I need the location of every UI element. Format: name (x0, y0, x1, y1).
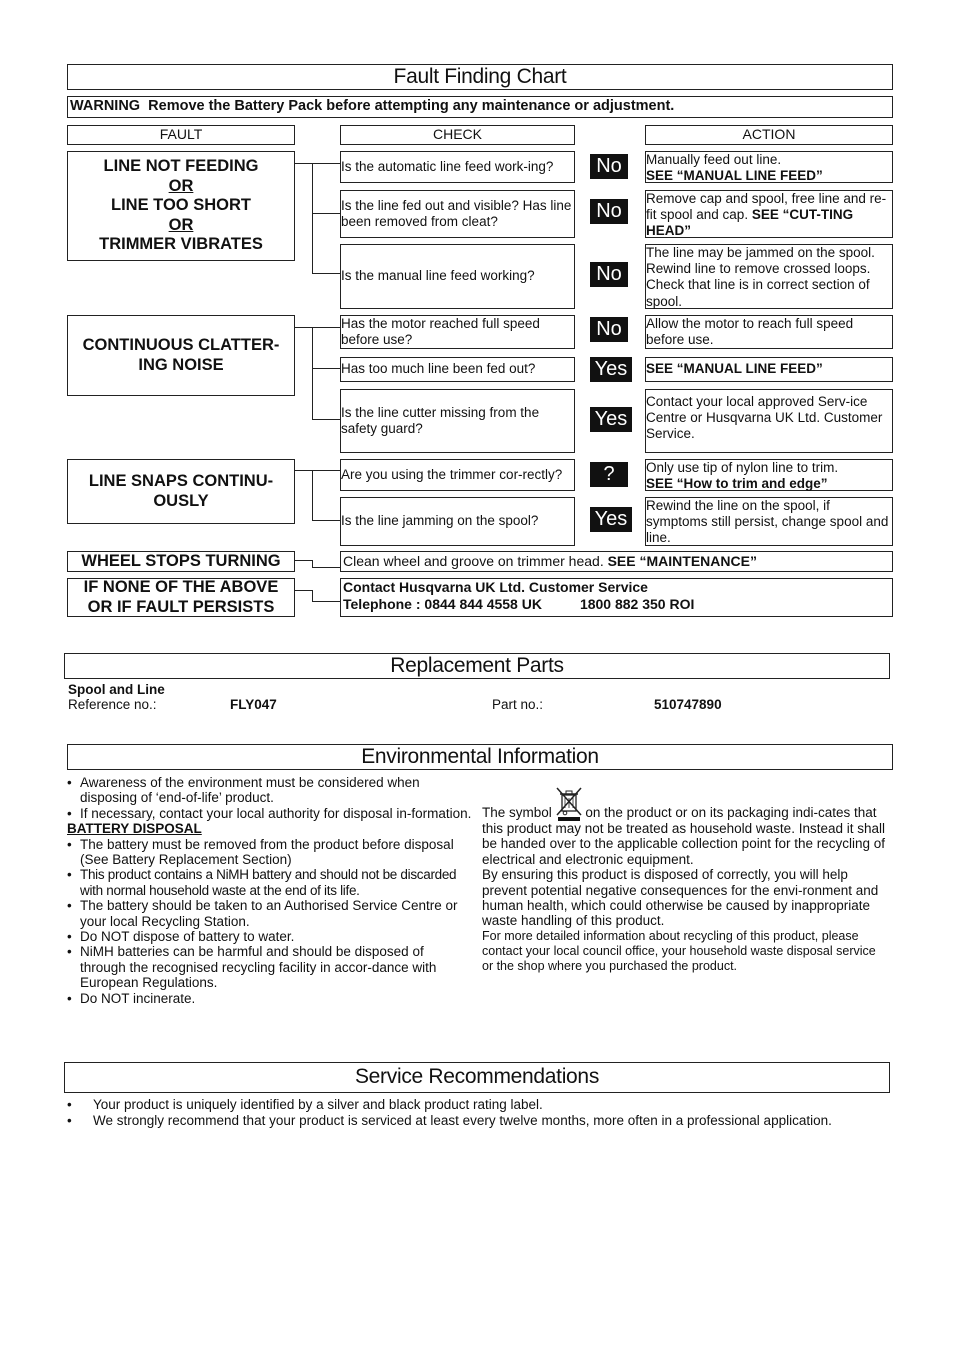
weee-paragraph: The symbol on the product or on its packaging indi-cates that this product may not be treated as household waste. Instead it shall be handed over to the applicable collection point for the recycling of electrical and electronic equipment. (482, 805, 890, 867)
check-cell: Are you using the trimmer cor-rectly? (340, 459, 575, 491)
fault-chart-title: Fault Finding Chart (67, 64, 893, 90)
check-cell: Is the line fed out and visible? Has line been removed from cleat? (340, 190, 575, 238)
fault-or: OR (168, 215, 194, 234)
battery-disposal-heading: BATTERY DISPOSAL (67, 821, 202, 837)
environment-bullets (67, 775, 472, 821)
fault-wheel-stops (67, 551, 295, 572)
fault-clattering-noise (67, 315, 295, 396)
fault-line-not-feeding (67, 151, 295, 261)
answer-yes-badge: Yes (590, 357, 632, 382)
connector-line (312, 273, 340, 274)
connector-line (312, 368, 340, 369)
list-item: • Awareness of the environment must be considered when disposing of ‘end-of-life’ product. (67, 775, 472, 806)
contact-phone: Telephone : 0844 844 4558 UK 1800 882 350 ROI (343, 596, 695, 612)
environment-right-column (482, 805, 890, 974)
fault-text: WHEEL STOPS TURNING (81, 551, 281, 570)
action-cell: SEE “MANUAL LINE FEED” (645, 357, 893, 382)
check-cell: Is the line cutter missing from the safety guard? (340, 389, 575, 453)
answer-no-badge: No (590, 154, 628, 179)
wheel-action-cell: Clean wheel and groove on trimmer head. SEE “MAINTENANCE” (340, 551, 893, 572)
list-item: • The battery should be taken to an Authorised Service Centre or your local Recycling Station. (67, 898, 472, 929)
connector-line (295, 470, 312, 471)
fault-text: CONTINUOUS CLATTER- (82, 335, 280, 354)
list-item: • NiMH batteries can be harmful and should be disposed of through the recognised recycling facility in accor-dance with European Regulations. (67, 944, 472, 990)
connector-line (312, 520, 340, 521)
answer-yes-badge: Yes (590, 407, 632, 432)
action-cell: Manually feed out line. SEE “MANUAL LINE FEED” (645, 151, 893, 183)
part-label: Part no.: (492, 697, 544, 712)
connector-line (312, 470, 340, 471)
action-header: ACTION (645, 125, 893, 145)
check-cell: Is the manual line feed working? (340, 244, 575, 309)
fault-text: OUSLY (153, 491, 209, 510)
fault-line-snaps (67, 459, 295, 524)
part-value: 510747890 (654, 697, 722, 712)
connector-line (295, 163, 312, 164)
fault-text: LINE NOT FEEDING (103, 157, 259, 176)
connector-line (295, 560, 312, 561)
answer-no-badge: No (590, 199, 628, 224)
check-cell: Is the line jamming on the spool? (340, 497, 575, 546)
answer-no-badge: No (590, 262, 628, 287)
action-cell: The line may be jammed on the spool. Rewind line to remove crossed loops. Check that line is in correct section of spool. (645, 244, 893, 309)
environmental-title: Environmental Information (67, 744, 893, 770)
connector-line (312, 601, 340, 602)
warning-banner (67, 96, 893, 118)
warning-text: Remove the Battery Pack before attempting any maintenance or adjustment. (148, 98, 675, 114)
list-item: • We strongly recommend that your product is serviced at least every twelve months, more often in a professional application. (67, 1113, 887, 1129)
connector-line (312, 213, 340, 214)
check-cell: Has too much line been fed out? (340, 357, 575, 382)
action-cell: Allow the motor to reach full speed before use. (645, 315, 893, 349)
contact-line: Contact Husqvarna UK Ltd. Customer Service (343, 579, 648, 595)
reference-value: FLY047 (230, 697, 277, 712)
list-item: • If necessary, contact your local authority for disposal in-formation. (67, 806, 472, 821)
action-ref: SEE “MAINTENANCE” (607, 553, 757, 569)
answer-yes-badge: Yes (590, 507, 632, 532)
fault-text: LINE SNAPS CONTINU- (88, 471, 274, 490)
fault-text: OR IF FAULT PERSISTS (87, 597, 275, 616)
connector-line (312, 163, 313, 274)
fault-or: OR (168, 176, 194, 195)
connector-line (312, 567, 340, 568)
fault-text: TRIMMER VIBRATES (99, 235, 263, 254)
weee-paragraph-3: For more detailed information about recycling of this product, please contact your local council office, your household waste disposal service or the shop where you purchased the product. (482, 928, 876, 974)
fault-text: LINE TOO SHORT (111, 196, 251, 215)
check-header: CHECK (340, 125, 575, 145)
answer-question-badge: ? (590, 462, 628, 487)
weee-paragraph-2: By ensuring this product is disposed of correctly, you will help prevent potential negative consequences for the envi-ronment and human health, which could otherwise be caused by inappropriate waste handling of this product. (482, 867, 879, 929)
check-cell: Has the motor reached full speed before use? (340, 315, 575, 349)
warning-label: WARNING (70, 98, 141, 114)
connector-line (312, 163, 340, 164)
action-cell: Contact your local approved Serv-ice Centre or Husqvarna UK Ltd. Customer Service. (645, 389, 893, 453)
service-list (67, 1097, 887, 1129)
connector-line (295, 327, 312, 328)
action-cell: Remove cap and spool, free line and re-fit spool and cap. SEE “CUT-TING HEAD” (645, 190, 893, 238)
reference-label: Reference no.: (68, 697, 157, 712)
connector-line (312, 327, 313, 420)
crossed-out-wheelie-bin-icon (556, 805, 582, 821)
action-ref: SEE “MANUAL LINE FEED” (646, 168, 823, 184)
answer-no-badge: No (590, 317, 628, 342)
check-cell: Is the automatic line feed work-ing? (340, 151, 575, 183)
service-recommendations-title: Service Recommendations (64, 1062, 890, 1093)
fault-none-of-above (67, 578, 295, 617)
list-item: • This product contains a NiMH battery and should not be discarded with normal household waste at the end of its life. (67, 867, 472, 898)
fault-text: IF NONE OF THE ABOVE (83, 577, 279, 596)
action-cell: Only use tip of nylon line to trim. SEE “How to trim and edge” (645, 459, 893, 491)
fault-text: ING NOISE (138, 355, 224, 374)
connector-line (312, 419, 340, 420)
connector-line (295, 590, 312, 591)
list-item: • Your product is uniquely identified by a silver and black product rating label. (67, 1097, 887, 1113)
replacement-parts-title: Replacement Parts (64, 653, 890, 679)
battery-bullets (67, 837, 472, 1006)
list-item: • Do NOT incinerate. (67, 991, 472, 1006)
connector-line (312, 327, 340, 328)
contact-cell (340, 578, 893, 617)
action-ref: SEE “How to trim and edge” (646, 476, 828, 492)
connector-line (312, 470, 313, 521)
action-ref: SEE “CUT-TING HEAD” (646, 207, 854, 239)
action-cell: Rewind the line on the spool, if symptoms still persist, change spool and line. (645, 497, 893, 546)
fault-header: FAULT (67, 125, 295, 145)
list-item: • Do NOT dispose of battery to water. (67, 929, 472, 944)
spool-and-line-label: Spool and Line (68, 682, 165, 697)
environment-left-column (67, 775, 472, 1006)
list-item: • The battery must be removed from the product before disposal (See Battery Replacement Section) (67, 837, 472, 868)
